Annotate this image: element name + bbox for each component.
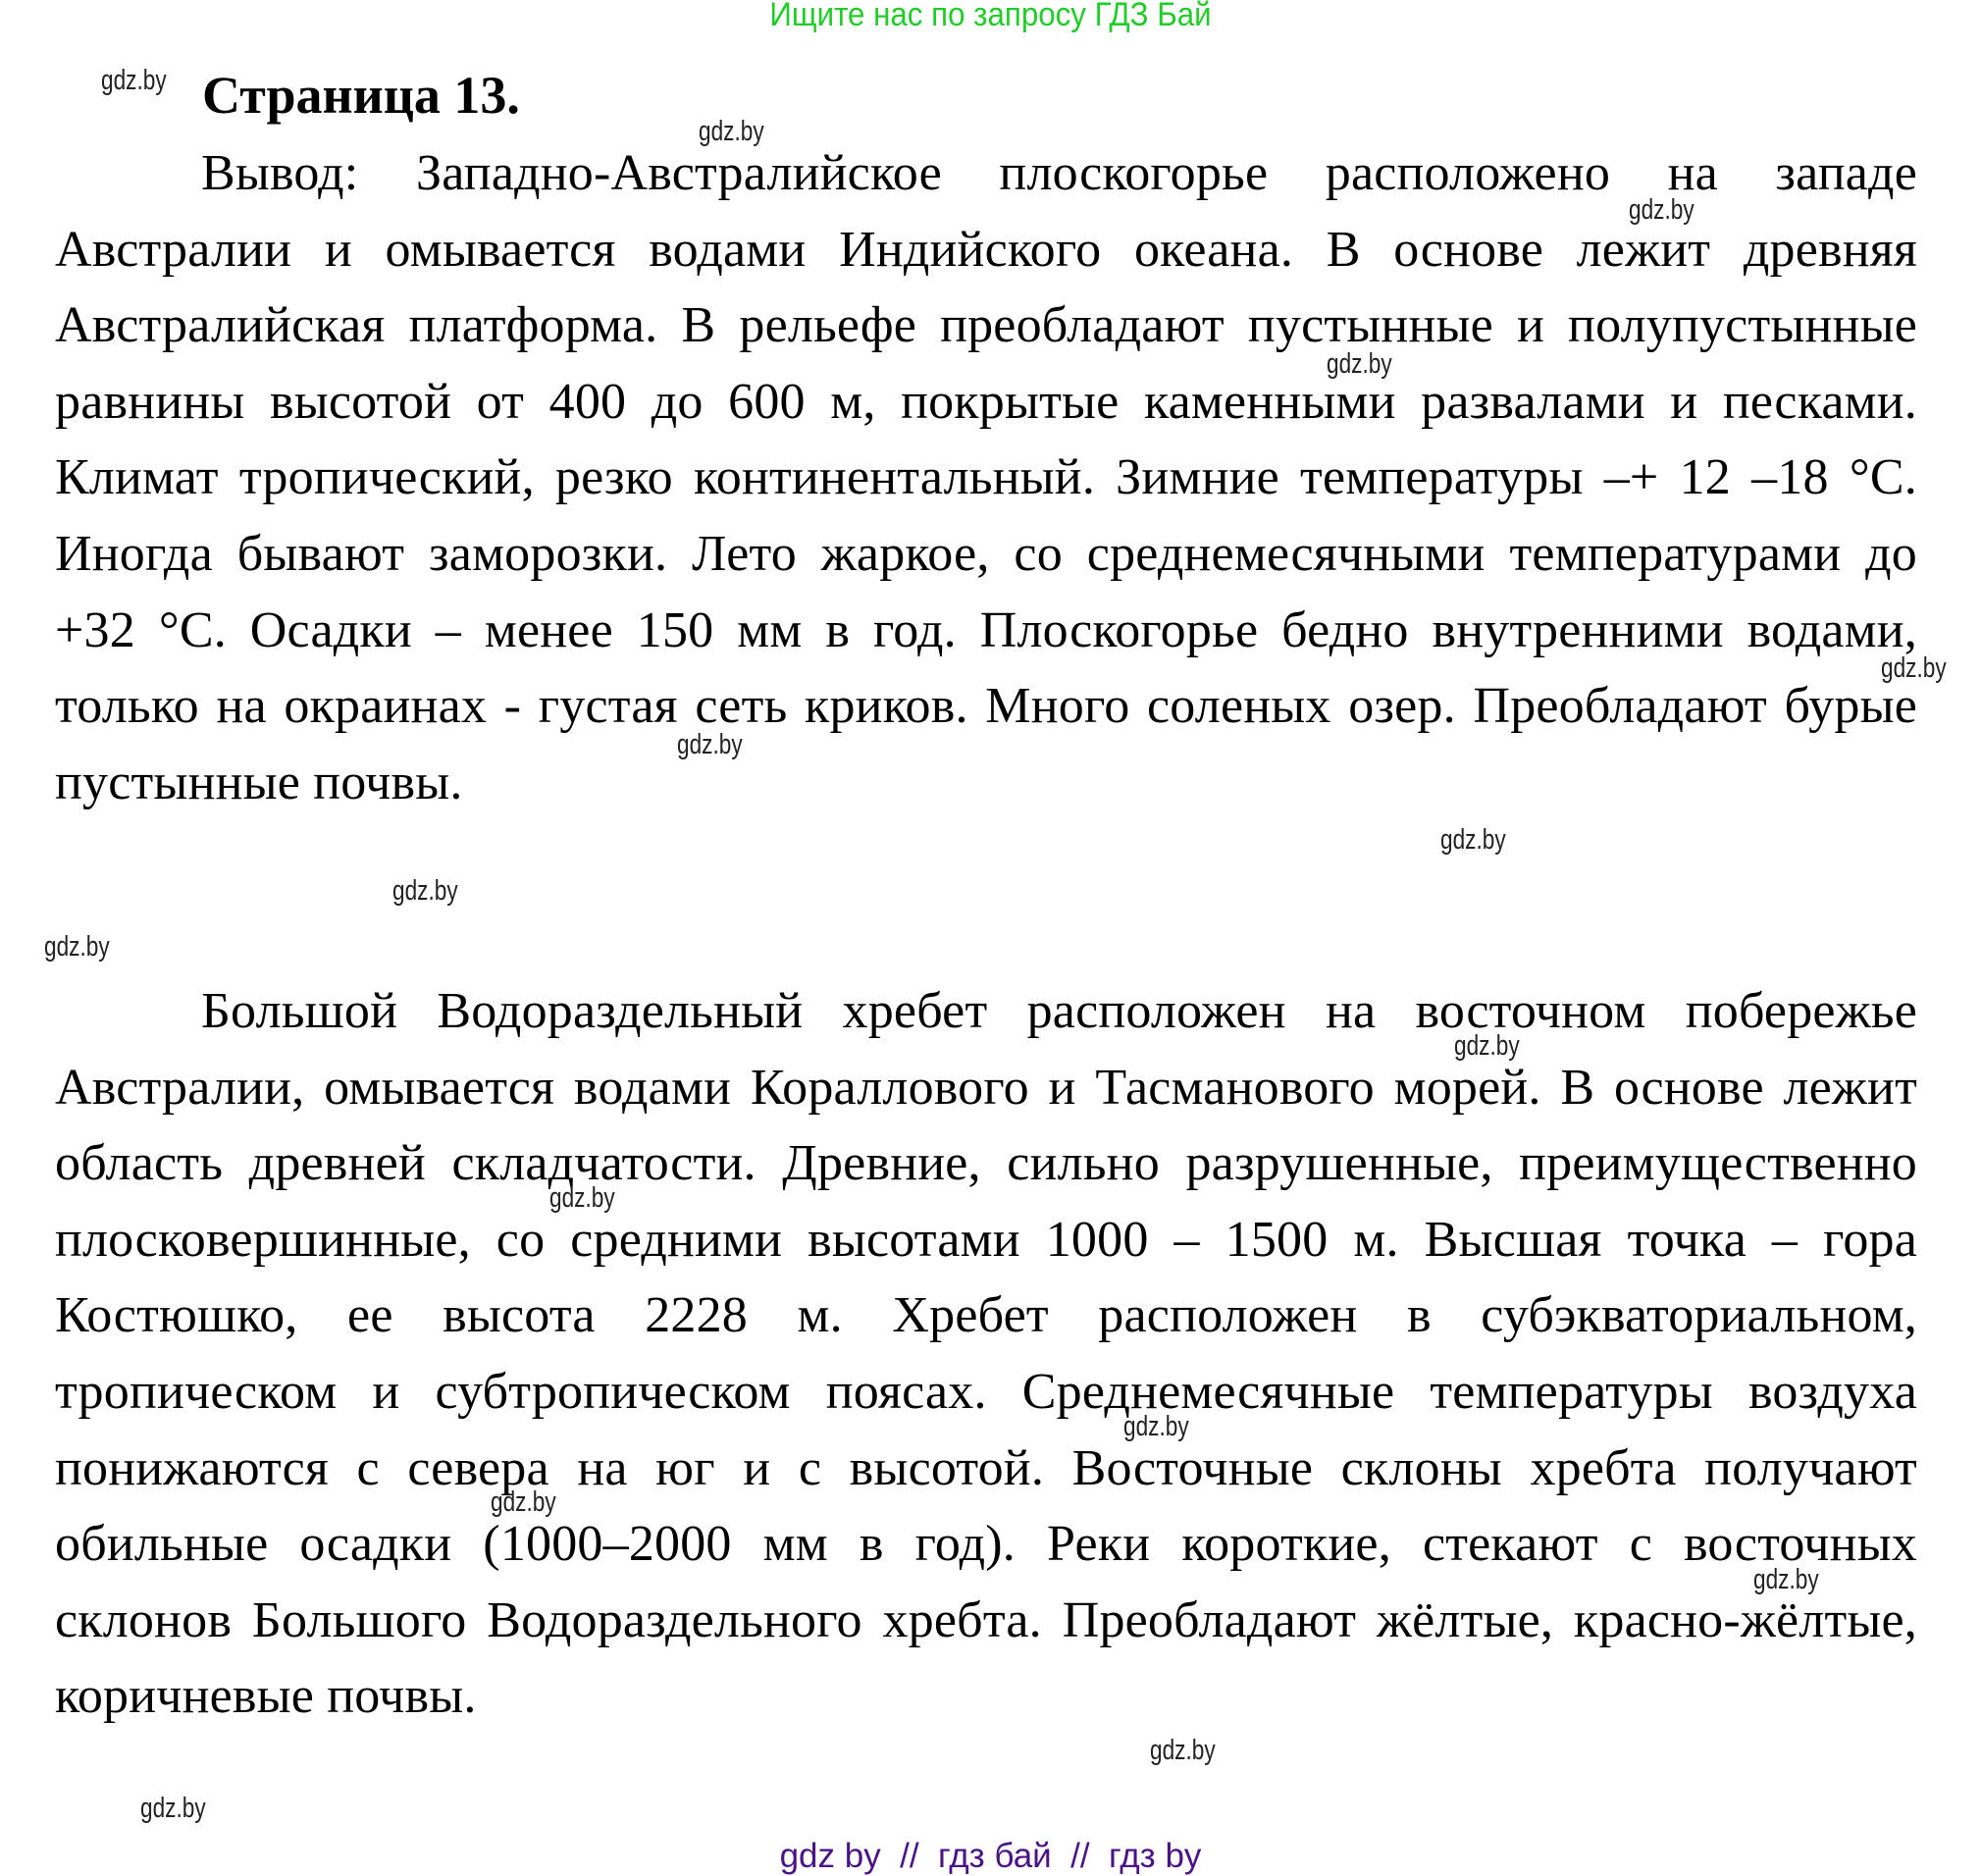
watermark: gdz.by (1629, 194, 1694, 226)
watermark: gdz.by (677, 729, 743, 760)
watermark: gdz.by (1150, 1735, 1216, 1766)
search-promo-banner: Ищите нас по запросу ГДЗ Бай (769, 0, 1212, 33)
watermark: gdz.by (1327, 348, 1392, 380)
watermark: gdz.by (44, 931, 110, 963)
watermark: gdz.by (1123, 1411, 1189, 1442)
paragraph-text: Большой Водораздельный хребет расположен на восточном побережье Австралии, омывается водами Кораллового и Тасманового морей. В основе лежит область древней складчатости. Древние, сильно разрушенные, преимущественно плосковершинные, со средними высотами 1000 – 1500 м. Высшая точка – гора Костюшко, ее высота 2228 м. Хребет расположен в субэкваториальном, тропическом и субтропическом поясах. Среднемесячные температуры воздуха понижаются с севера на юг и с высотой. Восточные склоны хребта получают обильные осадки (1000–2000 мм в год). Реки короткие, стекают с восточных склонов Большого Водораздельного хребта. Преобладают жёлтые, красно-жёлтые, коричневые почвы. (55, 983, 1917, 1725)
paragraph-western-plateau (55, 135, 1917, 820)
watermark: gdz.by (1440, 824, 1506, 856)
watermark: gdz.by (491, 1486, 556, 1518)
watermark: gdz.by (1881, 652, 1947, 684)
watermark: gdz.by (1753, 1564, 1819, 1595)
paragraph-text: Вывод: Западно-Австралийское плоскогорье расположено на западе Австралии и омывается водами Индийского океана. В основе лежит древняя Австралийская платформа. В рельефе преобладают пустынные и полупустынные равнины высотой от 400 до 600 м, покрытые каменными развалами и песками. Климат тропический, резко континентальный. Зимние температуры –+ 12 –18 °С. Иногда бывают заморозки. Лето жаркое, со среднемесячными температурами до +32 °С. Осадки – менее 150 мм в год. Плоскогорье бедно внутренними водами, только на окраинах - густая сеть криков. Много соленых озер. Преобладают бурые пустынные почвы. (55, 145, 1917, 810)
watermark: gdz.by (140, 1793, 206, 1824)
footer-site-links[interactable]: gdz by // гдз бай // гдз by (779, 1837, 1202, 1875)
watermark: gdz.by (699, 116, 764, 147)
paragraph-great-dividing-range (55, 973, 1917, 1735)
watermark: gdz.by (392, 875, 458, 907)
watermark: gdz.by (1454, 1030, 1520, 1062)
watermark: gdz.by (549, 1182, 615, 1214)
page-title: Страница 13. (202, 66, 520, 125)
watermark: gdz.by (101, 65, 167, 96)
